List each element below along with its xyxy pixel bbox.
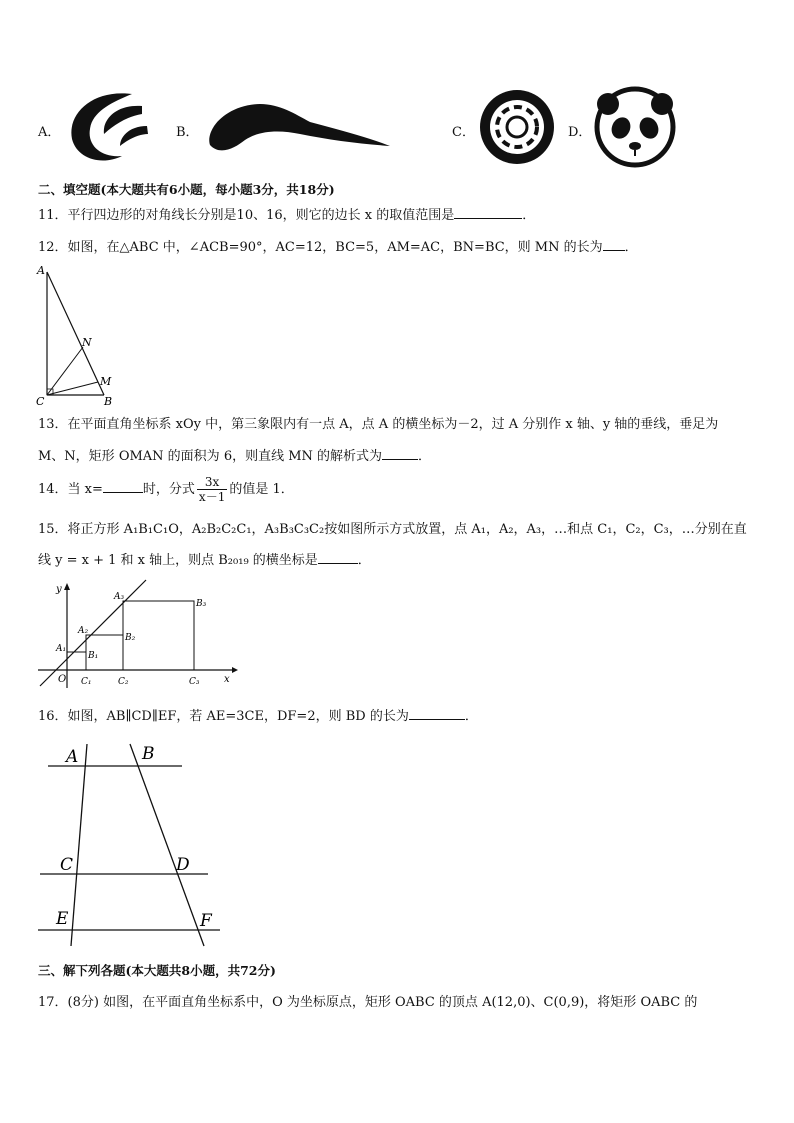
q15-squares-figure [34, 578, 244, 693]
q15-label-b2: B₂ [125, 633, 136, 643]
q14-middle: 时，分式 [142, 482, 195, 497]
question-15-line-1: 15．将正方形 A₁B₁C₁O，A₂B₂C₂C₁，A₃B₃C₃C₂按如图所示方式放置，点 A₁，A₂，A₃，…和点 C₁，C₂，C₃，…分别在直 [38, 522, 747, 537]
option-c-logo [478, 88, 556, 166]
q14-suffix: 的值是 1． [229, 482, 294, 497]
q11-answer-blank [454, 206, 522, 219]
q12-label-n: N [82, 336, 92, 349]
q15-label-b3: B₃ [196, 599, 207, 609]
q13-answer-blank [382, 447, 418, 460]
q14-prefix: 14．当 x= [38, 482, 103, 497]
q12-triangle-figure [34, 262, 114, 407]
q16-text: 16．如图，AB∥CD∥EF，若 AE=3CE，DF=2，则 BD 的长为 [38, 709, 409, 724]
q15-end: ． [357, 553, 371, 568]
q16-end: ． [464, 709, 478, 724]
q16-answer-blank [409, 707, 465, 720]
q15-label-c2: C₂ [118, 677, 129, 687]
q13-end: ． [418, 449, 432, 464]
option-d-label: D． [568, 125, 592, 140]
q12-end: ． [624, 240, 638, 255]
q12-answer-blank [603, 238, 625, 251]
q16-label-c: C [60, 855, 74, 875]
option-b-label: B． [176, 125, 199, 140]
option-b-logo [200, 100, 395, 160]
q16-label-a: A [66, 747, 79, 767]
q14-fraction [197, 475, 227, 504]
q15-label-b1: B₁ [88, 651, 99, 661]
option-a-label: A． [38, 125, 61, 140]
q15-label-y: y [56, 584, 62, 595]
q16-label-e: E [56, 909, 69, 929]
q12-label-c: C [36, 395, 45, 407]
q11-end: ． [522, 208, 536, 223]
question-12 [38, 238, 638, 257]
question-14 [38, 474, 294, 506]
q15-label-c3: C₃ [189, 677, 200, 687]
q15-text: 线 y = x + 1 和 x 轴上，则点 B₂₀₁₉ 的横坐标是 [38, 553, 318, 568]
q16-label-d: D [176, 855, 190, 875]
option-a-logo [62, 84, 152, 169]
q16-label-f: F [200, 911, 212, 931]
q15-label-c1: C₁ [81, 677, 92, 687]
q16-parallel-lines-figure [34, 738, 224, 953]
q13-text: M、N，矩形 OMAN 的面积为 6，则直线 MN 的解析式为 [38, 449, 383, 464]
q15-label-a1: A₁ [56, 644, 67, 654]
q14-answer-blank [103, 480, 143, 493]
section-2-title: 二、填空题(本大题共有6小题，每小题3分，共18分) [38, 182, 335, 197]
option-c-label: C． [452, 125, 475, 140]
question-16 [38, 707, 478, 726]
q12-label-a: A [37, 264, 45, 277]
section-3-title: 三、解下列各题(本大题共8小题，共72分) [38, 963, 276, 978]
q11-text: 11．平行四边形的对角线长分别是10、16，则它的边长 x 的取值范围是 [38, 208, 455, 223]
q12-text: 12．如图，在△ABC 中，∠ACB=90°，AC=12，BC=5，AM=AC，BN=BC，则 MN 的长为 [38, 240, 603, 255]
q15-label-x: x [224, 674, 230, 685]
question-15-line-2 [38, 551, 371, 570]
question-17: 17．(8分) 如图，在平面直角坐标系中，O 为坐标原点，矩形 OABC 的顶点 A(12,0)、C(0,9)，将矩形 OABC 的 [38, 995, 698, 1010]
option-d-logo [594, 86, 676, 168]
q12-label-b: B [104, 395, 113, 407]
q14-numerator: 3x [197, 475, 227, 490]
q15-answer-blank [318, 551, 358, 564]
q12-label-m: M [100, 375, 112, 388]
q15-label-o: O [58, 674, 67, 685]
question-13-line-2 [38, 447, 431, 466]
q16-label-b: B [142, 744, 155, 764]
q15-label-a2: A₂ [78, 626, 89, 636]
question-13-line-1: 13．在平面直角坐标系 xOy 中，第三象限内有一点 A，点 A 的横坐标为－2，过 A 分别作 x 轴、y 轴的垂线，垂足为 [38, 417, 719, 432]
q15-label-a3: A₃ [114, 592, 125, 602]
question-11 [38, 206, 535, 225]
q14-denominator: x－1 [198, 490, 226, 504]
